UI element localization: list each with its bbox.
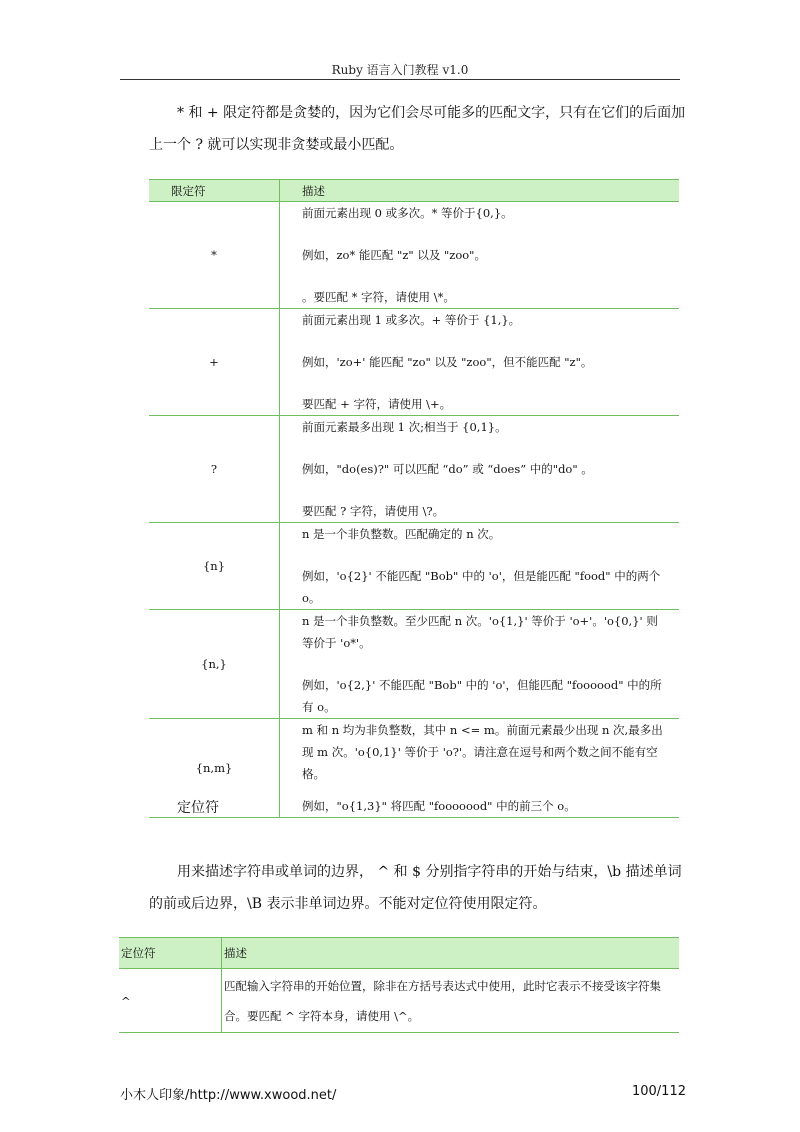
description-line: 例如，'o{2,}' 不能匹配 "Bob" 中的 'o'，但能匹配 "foooood" 中的所有 o。 [302, 678, 662, 714]
anchor-symbol: ^ [119, 969, 222, 1033]
anchor-description: 匹配输入字符串的开始位置，除非在方括号表达式中使用，此时它表示不接受该字符集合。要匹配 ^ 字符本身，请使用 \^。 [222, 969, 680, 1033]
quantifier-table [149, 179, 679, 818]
description-line: 要匹配 ? 字符，请使用 \?。 [302, 504, 445, 518]
table-row [149, 719, 679, 818]
header-rule [120, 79, 680, 80]
table-row [149, 610, 679, 719]
quantifier-description [280, 416, 680, 523]
quantifier-description [280, 523, 680, 610]
header-cell-description: 描述 [222, 938, 680, 969]
table-row [149, 523, 679, 610]
anchor-table [119, 937, 679, 1033]
footer-site-link: 小木人印象/http://www.xwood.net/ [120, 1088, 337, 1103]
quantifier-description [280, 202, 680, 309]
description-line: 。要匹配 * 字符，请使用 \*。 [302, 290, 455, 304]
quantifier-symbol: {n} [149, 523, 280, 610]
anchor-table-header [119, 938, 679, 969]
description-line: 前面元素出现 0 或多次。* 等价于{0,}。 [302, 206, 513, 220]
description-line: 例如，"o{1,3}" 将匹配 "fooooood" 中的前三个 o。 [302, 799, 576, 813]
intro-paragraph: * 和 + 限定符都是贪婪的，因为它们会尽可能多的匹配文字，只有在它们的后面加上一个 ? 就可以实现非贪婪或最小匹配。 [149, 105, 686, 153]
quantifier-symbol: + [149, 309, 280, 416]
table-row [149, 416, 679, 523]
quantifier-description [280, 610, 680, 719]
anchor-section-heading: 定位符 [177, 800, 219, 816]
description-line: 例如，'zo+' 能匹配 "zo" 以及 "zoo"，但不能匹配 "z"。 [302, 355, 593, 369]
quantifier-symbol: * [149, 202, 280, 309]
description-line: 例如，zo* 能匹配 "z" 以及 "zoo"。 [302, 248, 486, 262]
header-cell-description: 描述 [280, 180, 680, 202]
description-line: 前面元素最多出现 1 次;相当于 {0,1}。 [302, 420, 507, 434]
table-row [149, 202, 679, 309]
quantifier-description [280, 309, 680, 416]
quantifier-description [280, 719, 680, 818]
description-line: m 和 n 均为非负整数，其中 n <= m。前面元素最少出现 n 次,最多出现 m 次。'o{0,1}' 等价于 'o?'。请注意在逗号和两个数之间不能有空格。 [302, 723, 663, 781]
description-line: 要匹配 + 字符，请使用 \+。 [302, 397, 452, 411]
quantifier-symbol: ? [149, 416, 280, 523]
description-line: 前面元素出现 1 或多次。+ 等价于 {1,}。 [302, 313, 521, 327]
description-line: 例如，'o{2}' 不能匹配 "Bob" 中的 'o'，但是能匹配 "food" 中的两个 o。 [302, 569, 661, 605]
description-line: 例如，"do(es)?" 可以匹配 “do” 或 “does” 中的"do" 。 [302, 462, 593, 476]
header-cell-quantifier: 限定符 [149, 180, 280, 202]
quantifier-table-header [149, 180, 679, 202]
page-header-title: Ruby 语言入门教程 v1.0 [331, 63, 469, 77]
quantifier-symbol: {n,m} [149, 719, 280, 818]
quantifier-symbol: {n,} [149, 610, 280, 719]
header-cell-anchor: 定位符 [119, 938, 222, 969]
description-line: n 是一个非负整数。至少匹配 n 次。'o{1,}' 等价于 'o+'。'o{0,}' 则等价于 'o*'。 [302, 614, 658, 650]
anchor-intro-paragraph: 用来描述字符串或单词的边界， ^ 和 $ 分别指字符串的开始与结束，\b 描述单词的前或后边界，\B 表示非单词边界。不能对定位符使用限定符。 [149, 864, 682, 912]
footer-page-number: 100/112 [631, 1084, 686, 1099]
table-row [119, 969, 679, 1033]
table-row [149, 309, 679, 416]
description-line: n 是一个非负整数。匹配确定的 n 次。 [302, 527, 501, 541]
